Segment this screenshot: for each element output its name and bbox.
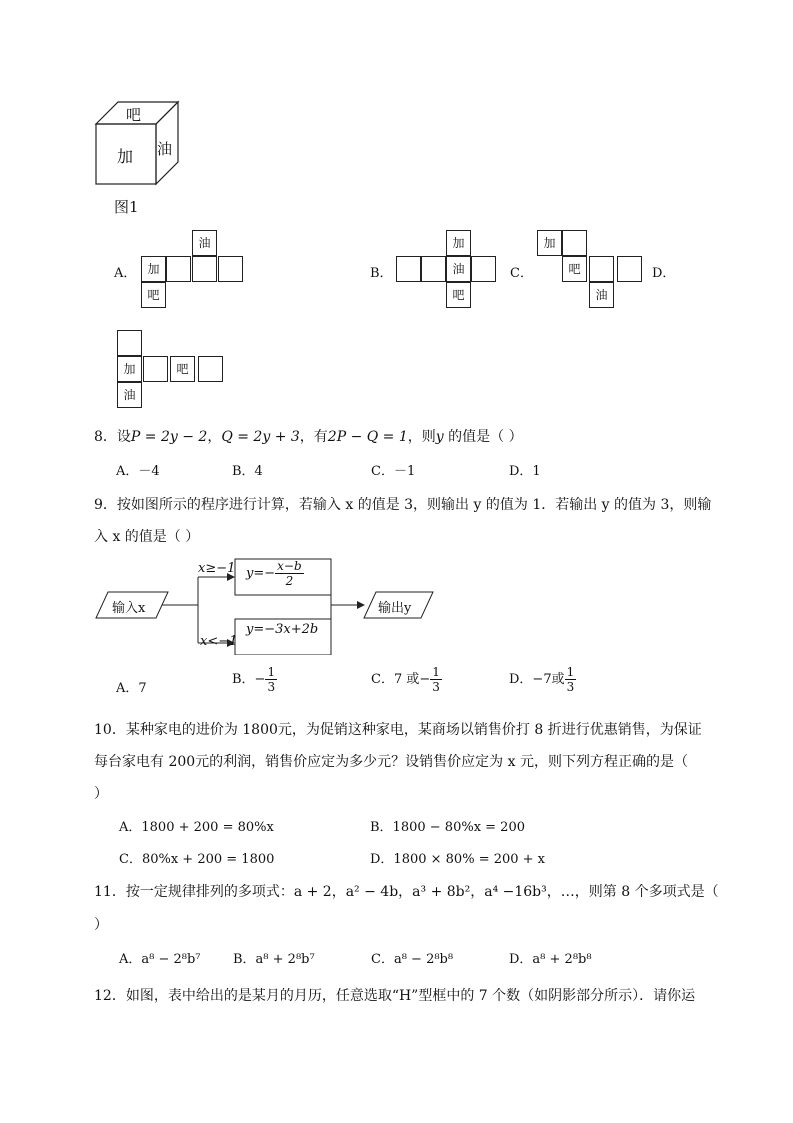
q8-sep: ， — [207, 429, 222, 445]
option-b-label: B． — [370, 266, 393, 281]
question-10-line3: ） — [94, 786, 108, 802]
net-a-bottom-cell: 吧 — [141, 282, 166, 308]
q8-expr-relation: 2P − Q = 1 — [327, 429, 408, 445]
net-a-cell — [166, 256, 191, 282]
net-d-row1-cell: 加 — [117, 356, 142, 382]
q8-option-d: D．1 — [509, 464, 541, 479]
q9-option-d — [509, 666, 576, 693]
flow-input-label: 输入x — [112, 601, 146, 616]
flow-output-label: 输出y — [378, 601, 412, 616]
q8-end: 的值是（ ） — [443, 429, 523, 445]
net-a-cell — [218, 256, 243, 282]
q9-option-c — [371, 666, 442, 693]
net-c-cell — [589, 256, 614, 282]
q8-var: y — [435, 429, 444, 445]
cube-right-label: 油 — [157, 140, 173, 158]
q8-option-a: A．－4 — [116, 464, 160, 479]
q9-option-b — [232, 666, 277, 693]
q11-option-d: D．a⁸ + 2⁸b⁸ — [509, 952, 592, 967]
q9-option-d-fraction — [565, 666, 577, 693]
q9-option-b-prefix: B．− — [232, 672, 266, 687]
q10-option-d: D．1800 × 80% = 200 + x — [370, 852, 546, 867]
net-d-cell — [198, 356, 223, 382]
net-b-cell — [471, 256, 496, 282]
net-a-top-cell: 油 — [192, 230, 217, 256]
cube-top-label: 吧 — [126, 106, 142, 124]
q10-option-a: A．1800 + 200 = 80%x — [119, 820, 274, 835]
option-c-label: C． — [510, 266, 533, 281]
fraction-denominator: 3 — [566, 680, 575, 694]
q8-option-c: C．－1 — [371, 464, 416, 479]
q9-option-c-fraction — [430, 666, 442, 693]
q8-expr-q: Q = 2y + 3 — [221, 429, 300, 445]
flow-formula-top-lhs: y=− — [246, 566, 276, 581]
flow-formula-top-fraction — [275, 560, 304, 587]
question-10-line2: 每台家电有 200元的利润，销售价应定为多少元？设销售价应定为 x 元，则下列方程正确的是（ — [94, 754, 688, 770]
q8-suffix: ，则 — [407, 429, 436, 445]
flow-formula-bottom: y=−3x+2b — [246, 622, 319, 637]
q8-mid: ，有 — [299, 429, 328, 445]
net-a-left-cell: 加 — [141, 256, 166, 282]
net-d-cell — [117, 330, 142, 356]
q11-option-b: B．a⁸ + 2⁸b⁷ — [233, 952, 315, 967]
q11-option-a: A．a⁸ − 2⁸b⁷ — [119, 952, 201, 967]
question-9-line2: 入 x 的值是（ ） — [94, 529, 200, 545]
q10-option-b: B．1800 − 80%x = 200 — [370, 820, 525, 835]
net-c-bottom-cell: 油 — [589, 282, 614, 308]
net-b-top-cell: 加 — [446, 230, 471, 256]
net-b-cell — [396, 256, 421, 282]
flow-formula-top-numerator: x−b — [277, 559, 302, 573]
question-11-line2: ） — [94, 917, 108, 933]
net-d-cell — [143, 356, 168, 382]
fraction-numerator: 1 — [432, 665, 440, 679]
net-b-cell — [421, 256, 446, 282]
net-a-cell — [192, 256, 217, 282]
fraction-numerator: 1 — [566, 665, 575, 679]
option-a-label: A． — [114, 266, 137, 281]
q8-option-b: B．4 — [232, 464, 263, 479]
flow-condition-top: x≥−1 — [198, 561, 236, 576]
question-12-line1: 12．如图，表中给出的是某月的月历，任意选取“H”型框中的 7 个数（如阴影部分所示）．请你运 — [94, 988, 696, 1004]
q9-option-c-prefix: C．7 或− — [371, 672, 431, 687]
net-b-bottom-cell: 吧 — [446, 282, 471, 308]
question-11-line1: 11．按一定规律排列的多项式：a + 2，a² − 4b，a³ + 8b²，a⁴ −16b³，…，则第 8 个多项式是（ — [94, 884, 719, 900]
fraction-denominator: 3 — [432, 680, 440, 694]
figure-caption: 图1 — [114, 198, 139, 216]
net-d-row2-cell: 吧 — [170, 356, 195, 382]
q8-prefix: 8．设 — [94, 429, 131, 445]
question-10-line1: 10．某种家电的进价为 1800元，为促销这种家电，某商场以销售价打 8 折进行优惠销售，为保证 — [94, 722, 702, 738]
q8-expr-p: P = 2y − 2 — [130, 429, 208, 445]
q10-option-c: C．80%x + 200 = 1800 — [119, 852, 275, 867]
flow-condition-bottom: x<−1 — [200, 634, 238, 649]
flow-formula-top-denominator: 2 — [285, 574, 294, 588]
q9-option-d-prefix: D．−7或 — [509, 672, 565, 687]
q9-option-a: A．7 — [116, 681, 147, 696]
net-c-middle-cell: 吧 — [562, 256, 587, 282]
cube-front-label: 加 — [117, 147, 134, 166]
question-9-line1: 9．按如图所示的程序进行计算，若输入 x 的值是 3，则输出 y 的值为 1．若输出 y 的值为 3，则输 — [94, 497, 712, 513]
net-b-center-cell: 油 — [446, 256, 471, 282]
net-c-cell — [562, 230, 587, 256]
net-c-cell — [617, 256, 642, 282]
net-d-row3-cell: 油 — [117, 382, 142, 408]
fraction-denominator: 3 — [267, 680, 276, 694]
flow-formula-top — [246, 560, 304, 587]
option-d-label: D． — [652, 266, 676, 281]
q9-option-b-fraction — [265, 666, 277, 693]
question-8 — [94, 426, 523, 446]
fraction-numerator: 1 — [267, 665, 276, 679]
q11-option-c: C．a⁸ − 2⁸b⁸ — [371, 952, 454, 967]
net-c-top-left-cell: 加 — [537, 230, 562, 256]
